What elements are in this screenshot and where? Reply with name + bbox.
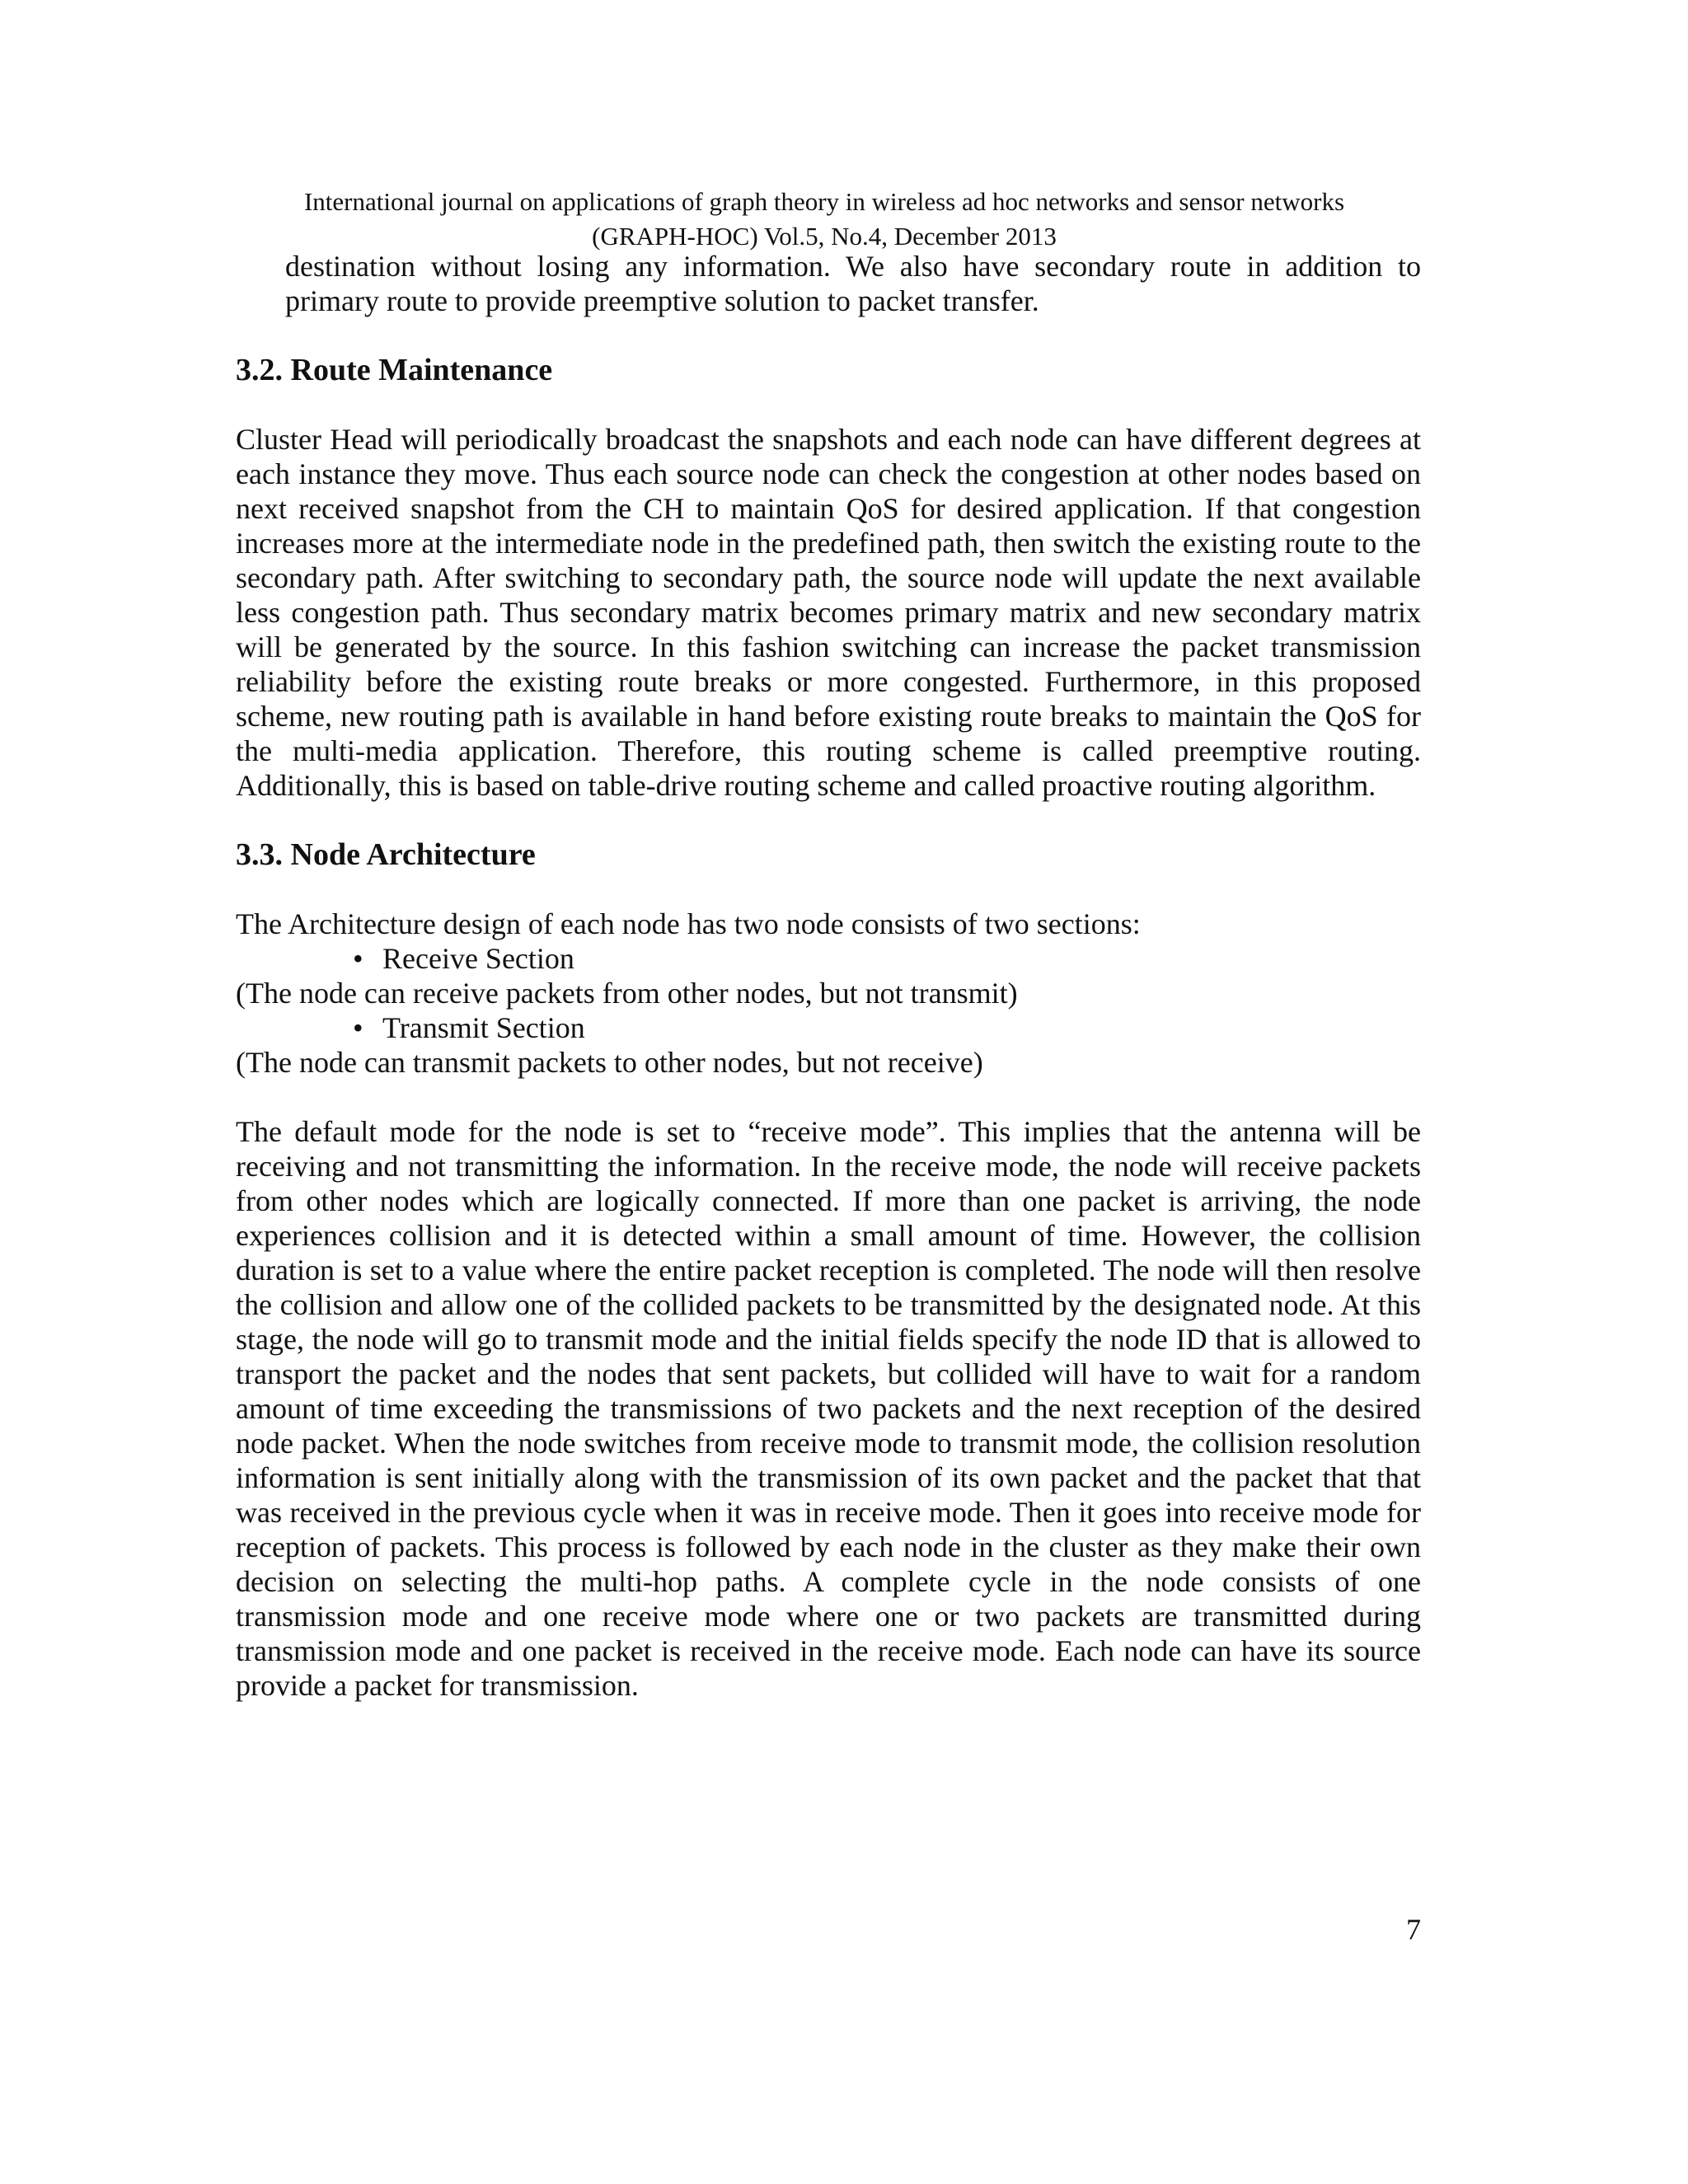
section-heading-route-maintenance: 3.2. Route Maintenance [236, 353, 553, 387]
spacer [236, 387, 1421, 422]
spacer [236, 872, 1421, 907]
section-heading-node-architecture: 3.3. Node Architecture [236, 837, 536, 872]
bullet-icon: • [353, 1011, 363, 1044]
node-architecture-intro: The Architecture design of each node has two node consists of two sections: [236, 907, 1141, 940]
bullet-label: Transmit Section [382, 1011, 585, 1044]
bullet-icon: • [353, 942, 363, 975]
spacer [236, 318, 1421, 353]
bullet-description: (The node can transmit packets to other nodes, but not receive) [236, 1046, 983, 1079]
node-architecture-paragraph: The default mode for the node is set to “receive mode”. This implies that the antenna will be receiving and not transmitting the information. In the receive mode, the node will receive packets from other nodes which are logically connected. If more than one packet is arriving, the node experiences collision and it is detected within a small amount of time. However, the collision duration is set to a value where the entire packet reception is completed. The node will then resolve the collision and allow one of the collided packets to be transmitted by the designated node. At this stage, the node will go to transmit mode and the initial fields specify the node ID that is allowed to transport the packet and the nodes that sent packets, but collided will have to wait for a random amount of time exceeding the transmissions of two packets and the next reception of the desired node packet. When the node switches from receive mode to transmit mode, the collision resolution information is sent initially along with the transmission of its own packet and the packet that that was received in the previous cycle when it was in receive mode. Then it goes into receive mode for reception of packets. This process is followed by each node in the cluster as they make their own decision on selecting the multi-hop paths. A complete cycle in the node consists of one transmission mode and one receive mode where one or two packets are transmitted during transmission mode and one packet is received in the receive mode. Each node can have its source provide a packet for transmission. [236, 1115, 1421, 1702]
spacer [236, 1080, 1421, 1114]
route-maintenance-paragraph: Cluster Head will periodically broadcast the snapshots and each node can have different degrees at each instance they move. Thus each source node can check the congestion at other nodes based on next received snapshot from the CH to maintain QoS for desired application. If that congestion increases more at the intermediate node in the predefined path, then switch the existing route to the secondary path. After switching to secondary path, the source node will update the next available less congestion path. Thus secondary matrix becomes primary matrix and new secondary matrix will be generated by the source. In this fashion switching can increase the packet transmission reliability before the existing route breaks or more congested. Furthermore, in this proposed scheme, new routing path is available in hand before existing route breaks to maintain the QoS for the multi-media application. Therefore, this routing scheme is called preemptive routing. Additionally, this is based on table-drive routing scheme and called proactive routing algorithm. [236, 423, 1421, 802]
spacer [236, 803, 1421, 837]
continued-paragraph: destination without losing any information. We also have secondary route in addition to primary route to provide preemptive solution to packet transfer. [285, 250, 1421, 317]
bullet-receive-section [236, 941, 1421, 976]
bullet-label: Receive Section [382, 942, 574, 975]
header-volume-info: (GRAPH-HOC) Vol.5, No.4, December 2013 [592, 222, 1057, 251]
main-content [236, 249, 1421, 1703]
header-journal-title: International journal on applications of graph theory in wireless ad hoc networks and sensor networks [303, 187, 1345, 216]
running-header [190, 185, 1459, 254]
bullet-transmit-section [236, 1010, 1421, 1045]
bullet-description: (The node can receive packets from other nodes, but not transmit) [236, 977, 1018, 1010]
page-number: 7 [1406, 1913, 1421, 1946]
